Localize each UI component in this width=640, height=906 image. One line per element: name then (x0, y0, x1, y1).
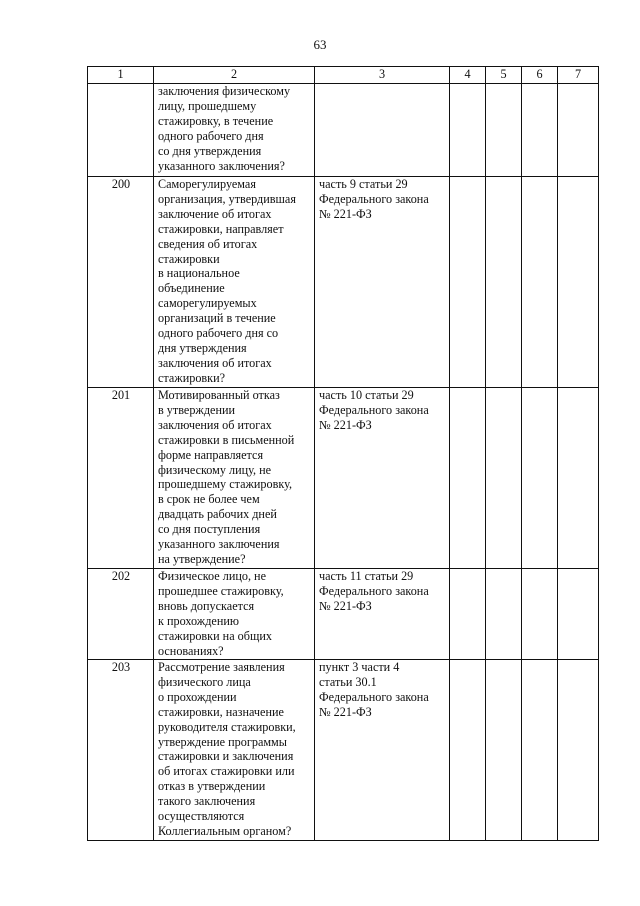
answer-cell (558, 84, 599, 177)
table-row (88, 388, 599, 569)
column-header: 4 (450, 67, 486, 84)
column-header: 6 (522, 67, 558, 84)
table-header-row (88, 67, 599, 84)
table-row (88, 177, 599, 388)
answer-cell (486, 660, 522, 841)
requirement-question: Физическое лицо, не прошедшее стажировку, вновь допускается к прохождению стажировки на общих основаниях? (154, 569, 315, 660)
row-number (88, 84, 154, 177)
row-number: 201 (88, 388, 154, 569)
table-row (88, 84, 599, 177)
row-number: 203 (88, 660, 154, 841)
checklist-table (87, 66, 599, 841)
answer-cell (486, 388, 522, 569)
answer-cell (486, 84, 522, 177)
answer-cell (522, 660, 558, 841)
answer-cell (522, 84, 558, 177)
requirement-question: Мотивированный отказ в утверждении заключения об итогах стажировки в письменной форме направляется физическому лицу, не прошедшему стажировку, в срок не более чем двадцать рабочих дней со дня поступления указанного заключения на утверждение? (154, 388, 315, 569)
table-row (88, 569, 599, 660)
table-row (88, 660, 599, 841)
answer-cell (450, 660, 486, 841)
requirement-question: Саморегулируемая организация, утвердившая заключение об итогах стажировки, направляет сведения об итогах стажировки в национальное объединение саморегулируемых организаций в течение одного рабочего дня со дня утверждения заключения об итогах стажировки? (154, 177, 315, 388)
legal-reference: пункт 3 части 4 статьи 30.1 Федерального закона № 221-ФЗ (315, 660, 450, 841)
row-number: 200 (88, 177, 154, 388)
answer-cell (522, 177, 558, 388)
answer-cell (558, 388, 599, 569)
column-header: 7 (558, 67, 599, 84)
answer-cell (450, 84, 486, 177)
row-number: 202 (88, 569, 154, 660)
answer-cell (450, 177, 486, 388)
answer-cell (558, 569, 599, 660)
requirement-question: заключения физическому лицу, прошедшему стажировку, в течение одного рабочего дня со дня утверждения указанного заключения? (154, 84, 315, 177)
answer-cell (558, 177, 599, 388)
answer-cell (558, 660, 599, 841)
column-header: 3 (315, 67, 450, 84)
answer-cell (450, 569, 486, 660)
legal-reference: часть 10 статьи 29 Федерального закона № 221-ФЗ (315, 388, 450, 569)
column-header: 2 (154, 67, 315, 84)
answer-cell (486, 569, 522, 660)
answer-cell (522, 388, 558, 569)
answer-cell (522, 569, 558, 660)
requirement-question: Рассмотрение заявления физического лица о прохождении стажировки, назначение руководителя стажировки, утверждение программы стажировки и заключения об итогах стажировки или отказ в утверждении такого заключения осуществляются Коллегиальным органом? (154, 660, 315, 841)
page-number: 63 (313, 37, 327, 52)
answer-cell (486, 177, 522, 388)
answer-cell (450, 388, 486, 569)
column-header: 1 (88, 67, 154, 84)
legal-reference (315, 84, 450, 177)
column-header: 5 (486, 67, 522, 84)
legal-reference: часть 9 статьи 29 Федерального закона № 221-ФЗ (315, 177, 450, 388)
legal-reference: часть 11 статьи 29 Федерального закона № 221-ФЗ (315, 569, 450, 660)
